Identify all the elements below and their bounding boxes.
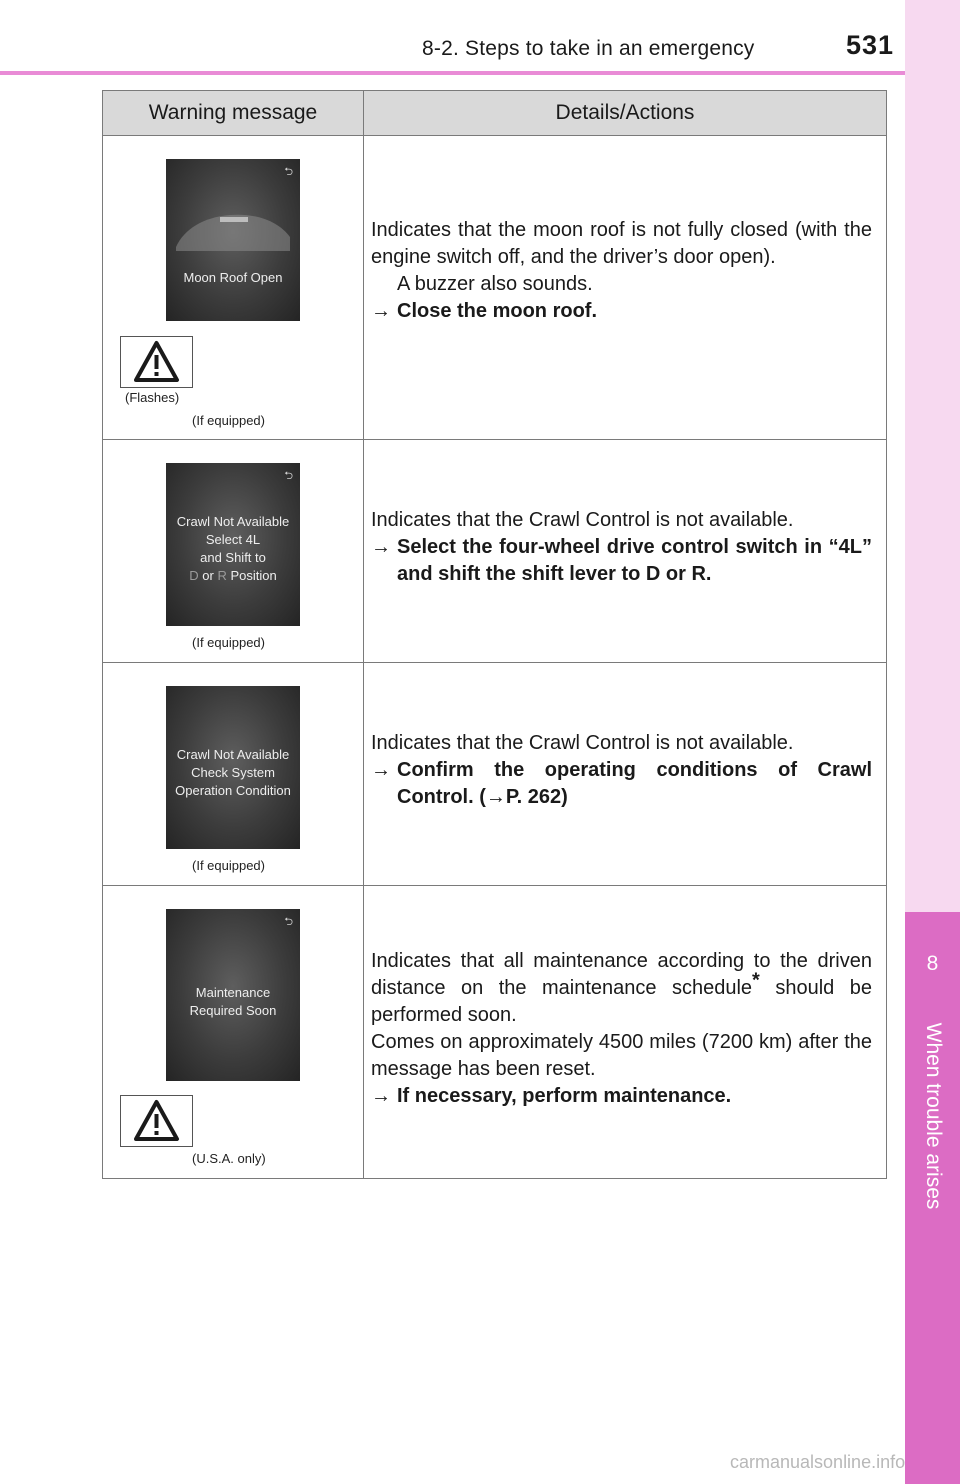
if-equipped-note: (If equipped) [192, 635, 265, 650]
warning-triangle-icon [120, 336, 193, 388]
screen-message-line: Required Soon [189, 1003, 277, 1018]
asterisk-footnote-mark: * [752, 969, 760, 992]
arrow-icon: → [371, 536, 391, 558]
action-text: If necessary, perform maintenance. [397, 1085, 732, 1107]
details-cell [364, 886, 887, 1179]
details-text-part: Indicates that all maintenance according to the driven distance on the maintenance schedule [371, 950, 872, 999]
warning-image-cell [103, 136, 364, 440]
page-reference: P. 262) [505, 786, 568, 808]
details-text [371, 948, 872, 1029]
action-text-part: Confirm the operating conditions of Crawl Control. ( [397, 759, 872, 808]
page-ref-arrow: → [485, 786, 506, 808]
table-row [103, 136, 887, 440]
if-equipped-note: (If equipped) [192, 413, 265, 428]
action-text: Close the moon roof. [397, 300, 597, 322]
screen-word-or: or [202, 568, 214, 583]
chapter-number: 8 [926, 952, 939, 975]
usa-only-note: (U.S.A. only) [192, 1151, 266, 1166]
table-row [103, 440, 887, 663]
screen-message-line: Crawl Not Available [176, 514, 290, 529]
details-text: Indicates that the Crawl Control is not available. [371, 732, 794, 754]
action-line [371, 757, 872, 811]
table-row [103, 663, 887, 886]
back-arrow-icon: ⮌ [284, 916, 293, 928]
details-text: Indicates that the moon roof is not fully closed (with the engine switch off, and the driver’s door open). [371, 219, 872, 268]
screen-message [166, 513, 300, 585]
table-row [103, 886, 887, 1179]
screen-message-line: Check System [191, 765, 275, 780]
if-equipped-note: (If equipped) [192, 858, 265, 873]
back-arrow-icon: ⮌ [284, 166, 293, 178]
car-silhouette-icon [174, 207, 292, 251]
back-arrow-icon: ⮌ [284, 470, 293, 482]
details-cell [364, 136, 887, 440]
arrow-icon: → [371, 759, 391, 781]
column-header-details-actions: Details/Actions [364, 91, 887, 136]
details-text-part: should be performed soon. [371, 977, 872, 1026]
gear-r-label: R [217, 568, 227, 583]
arrow-icon: → [371, 1085, 391, 1107]
warning-image-cell [103, 663, 364, 886]
display-screen-crawl-check [166, 686, 300, 849]
screen-message-line: and Shift to [200, 550, 266, 565]
warning-message-table [102, 90, 887, 1179]
details-text: Indicates that the Crawl Control is not available. [371, 509, 794, 531]
gear-d-label: D [189, 568, 199, 583]
warning-image-cell [103, 886, 364, 1179]
screen-message-line: Select 4L [205, 532, 261, 547]
details-cell [364, 440, 887, 663]
screen-message-line: Crawl Not Available [176, 747, 290, 762]
screen-message: Moon Roof Open [183, 270, 283, 285]
header-rule [0, 71, 905, 75]
screen-message [166, 746, 300, 800]
details-text: A buzzer also sounds. [397, 273, 593, 295]
chapter-title: When trouble arises [922, 1022, 945, 1210]
warning-triangle-icon [120, 1095, 193, 1147]
details-text: Comes on approximately 4500 miles (7200 km) after the message has been reset. [371, 1031, 872, 1080]
page-header [0, 0, 905, 75]
arrow-icon: → [371, 300, 391, 322]
action-line [371, 534, 872, 588]
display-screen-crawl-select [166, 463, 300, 626]
screen-message-line: Maintenance [195, 985, 271, 1000]
display-screen-moon-roof [166, 159, 300, 321]
section-title: 8-2. Steps to take in an emergency [422, 37, 755, 60]
column-header-warning-message: Warning message [103, 91, 364, 136]
action-text: Select the four-wheel drive control switch in “4L” and shift the shift lever to D or R. [397, 536, 872, 585]
watermark: carmanualsonline.info [730, 1452, 906, 1472]
action-text [397, 757, 872, 811]
screen-message [166, 984, 300, 1020]
table-header-row [103, 91, 887, 136]
screen-word-position: Position [230, 568, 277, 583]
warning-image-cell [103, 440, 364, 663]
page-number: 531 [846, 30, 895, 60]
display-screen-maintenance [166, 909, 300, 1081]
screen-message-line: Operation Condition [175, 783, 291, 798]
action-line [371, 1083, 872, 1110]
action-line [371, 298, 872, 325]
details-cell [364, 663, 887, 886]
flashes-note: (Flashes) [125, 390, 180, 405]
screen-message-line [166, 567, 300, 585]
